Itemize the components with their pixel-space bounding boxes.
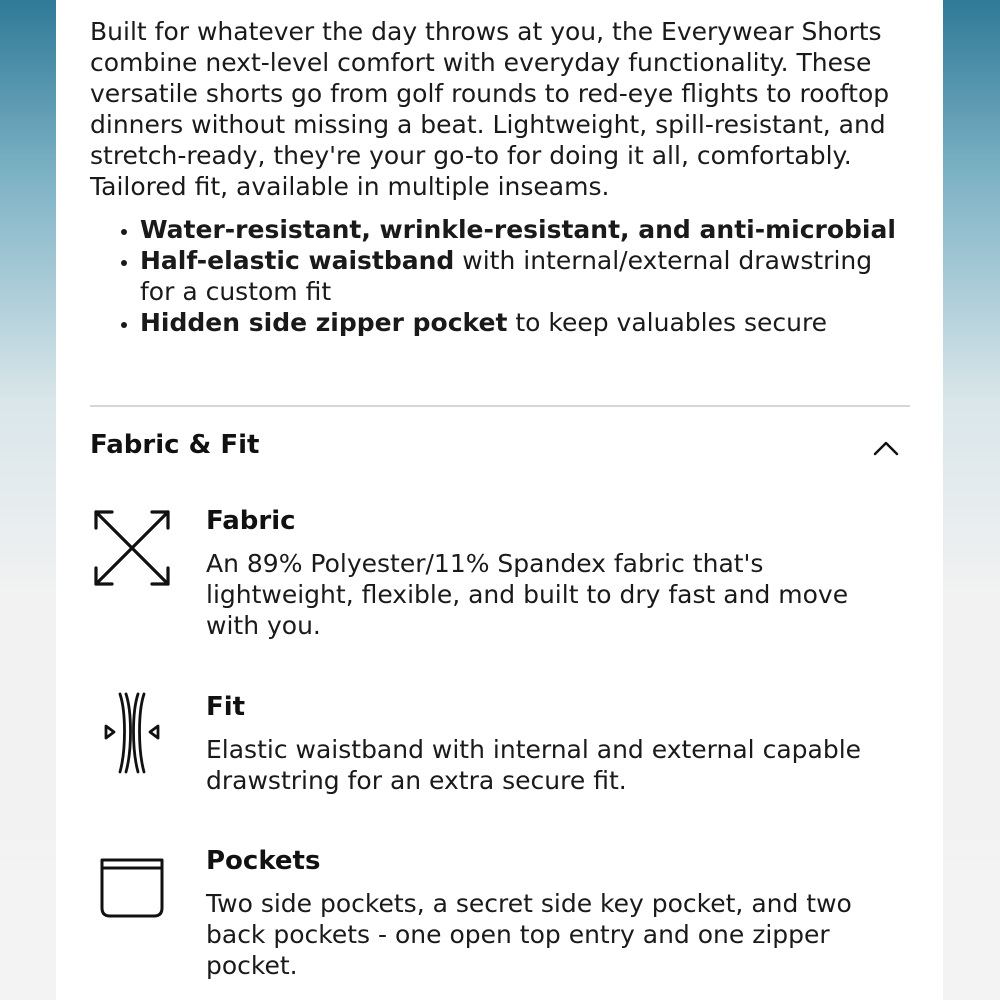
product-description: Built for whatever the day throws at you, the Everywear Shorts combine next-level comfort with everyday functionality. These versatile shorts go from golf rounds to red-eye flights to rooftop dinners without missing a beat. Lightweight, spill-resistant, and stretch-ready, they're your go-to for doing it all, comfortably. Tailored fit, available in multiple inseams. bbox=[90, 17, 890, 201]
tailored-fit-icon bbox=[90, 692, 174, 776]
feature-title: Fit bbox=[206, 692, 246, 722]
feature-bullet-list bbox=[90, 214, 910, 338]
section-divider bbox=[90, 405, 910, 407]
bullet-bold-text: Hidden side zipper pocket bbox=[140, 308, 508, 337]
product-details-card bbox=[56, 0, 943, 1000]
bullet-item bbox=[140, 245, 910, 307]
feature-text: An 89% Polyester/11% Spandex fabric that's lightweight, flexible, and built to dry fast and move with you. bbox=[206, 549, 849, 640]
pocket-icon bbox=[90, 846, 174, 930]
fabric-fit-heading[interactable]: Fabric & Fit bbox=[90, 430, 260, 460]
bullet-item bbox=[140, 214, 910, 245]
bullet-item bbox=[140, 307, 910, 338]
bullet-text: to keep valuables secure bbox=[507, 308, 828, 337]
feature-title: Fabric bbox=[206, 506, 296, 536]
feature-text: Two side pockets, a secret side key pocket, and two back pockets - one open top entry and one zipper pocket. bbox=[206, 889, 852, 980]
bullet-text: with internal/external drawstring for a custom fit bbox=[140, 246, 873, 306]
chevron-up-icon[interactable] bbox=[870, 432, 902, 464]
feature-text: Elastic waistband with internal and external capable drawstring for an extra secure fit. bbox=[206, 735, 862, 795]
bullet-bold-text: Water-resistant, wrinkle-resistant, and anti-microbial bbox=[140, 215, 896, 244]
product-description-section bbox=[90, 16, 910, 338]
stretch-arrows-icon bbox=[90, 506, 174, 590]
feature-title: Pockets bbox=[206, 846, 321, 876]
bullet-bold-text: Half-elastic waistband bbox=[140, 246, 455, 275]
